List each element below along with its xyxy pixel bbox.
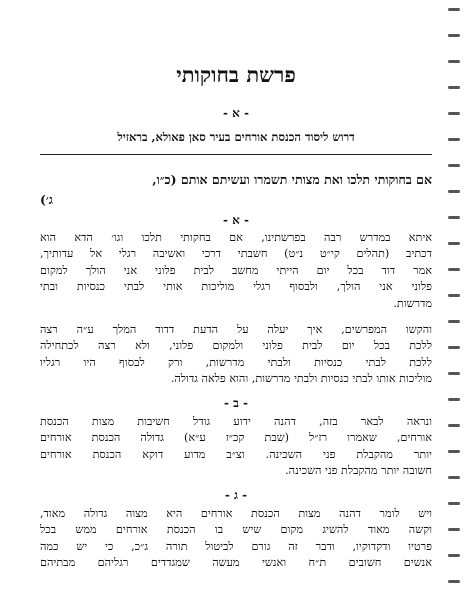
drush-title: דרוש ליסוד הכנסת אורחים בעיר סאן פאולא, בראזיל <box>117 130 355 144</box>
parasha-title: פרשת בחוקותי <box>176 62 296 87</box>
text-line: מוליכות אותו לבתי כנסיות ולבתי מדרשות, והוא פלאה גדולה. <box>170 372 432 386</box>
text-line: ללכת בכל יום לבית פלוני ולמקום פלוני, ולא רצה לכתחילה <box>40 339 432 353</box>
text-line: ויש לומר דהנה מצות הכנסת אורחים היא מצוה גדולה מאוד, <box>40 507 432 520</box>
text-line: יותר מהקבלת פני השכינה. וצ״ב מדוע דוקא הכנסת אורחים <box>40 447 432 461</box>
paragraph-explanation <box>40 414 432 480</box>
text-line: אמר דוד בכל יום הייתי מחשב לבית פלוני אני הולך למקום <box>40 263 432 277</box>
paragraph-midrash <box>40 230 432 312</box>
section-marker: - א - <box>222 106 250 120</box>
text-line: איתא במדרש רבה בפרשתינו, אם בחקותי תלכו וגו׳ הדא הוא <box>40 231 432 244</box>
verse-heading-line1: אם בחוקותי תלכו ואת מצותי תשמרו ועשיתם אותם (כ״ו, <box>152 172 432 187</box>
subsection-marker-a: - א - <box>222 213 250 227</box>
subsection-marker-b: - ב - <box>223 396 249 410</box>
text-line: מדרשות. <box>393 296 432 310</box>
spiral-binding <box>444 6 460 596</box>
verse-heading-line2: ג׳) <box>40 192 53 207</box>
text-line: וקשה מאוד להשיג מקום שיש בו הכנסת אורחים ממש בכל <box>40 523 432 537</box>
text-line: דכתיב (תהלים קי״ט נ״ט) חשבתי דרכי ואשיבה רגלי אל עדותיך, <box>40 247 432 261</box>
text-line: ללכת לבתי כנסיות ולבתי מדרשות, ורק לבסוף היו רגליו <box>40 355 432 369</box>
text-line: אנשים חשובים ת״ח ואנשי מעשה שמגדדים רגליהם מבתיהם <box>40 556 432 570</box>
text-line: פרטיו ודקדוקיו, ודבר זה גורם לביטול תורה ג״כ, כי יש כמה <box>40 539 432 553</box>
paragraph-question <box>40 322 432 388</box>
paragraph-answer <box>40 506 432 572</box>
text-line: חשובה יותר מהקבלת פני השכינה. <box>285 464 432 478</box>
text-line: פלוני אני הולך, ולבסוף רגלי מוליכות אותי לבתי כנסיות ובתי <box>40 280 432 294</box>
text-line: אורחים, שאמרו רז״ל (שבת קכ״ז ע״א) גדולה הכנסת אורחים <box>40 431 432 445</box>
verse-heading <box>40 170 432 210</box>
subsection-marker-c: - ג - <box>224 488 248 502</box>
text-line: והקשו המפרשים, איך יעלה על הדעת דדוד המלך ע״ה רצה <box>40 323 432 336</box>
text-line: ונראה לבאר בזה, דהנה ידוע גודל חשיבות מצות הכנסת <box>40 415 432 428</box>
title-divider <box>40 154 432 155</box>
